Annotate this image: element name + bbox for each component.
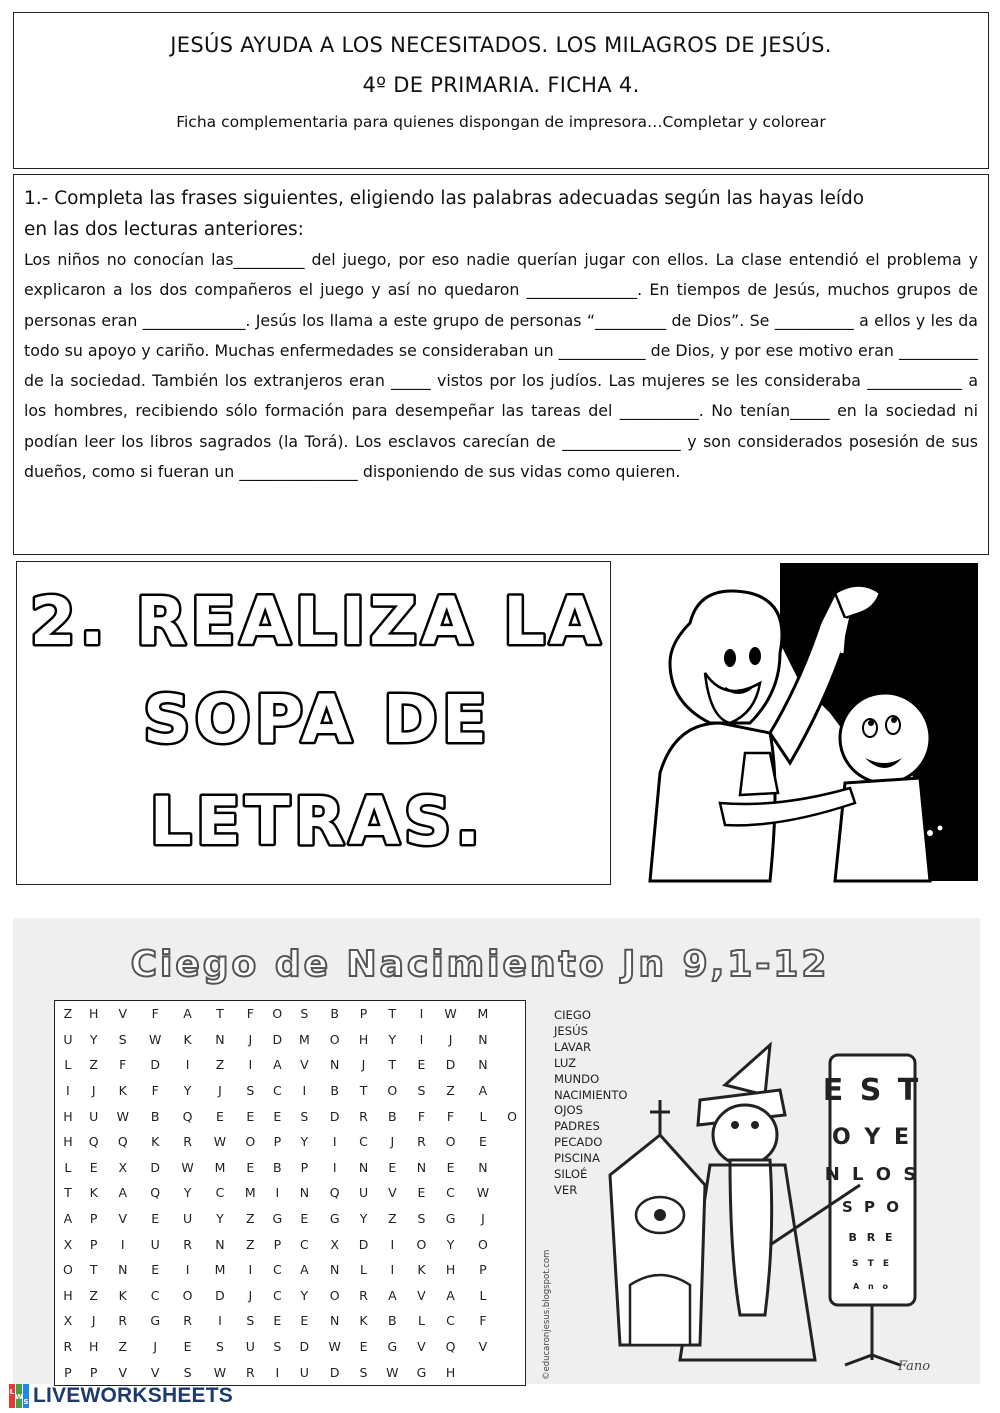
grid-letter[interactable]: Q bbox=[150, 1185, 161, 1201]
grid-letter[interactable]: M bbox=[298, 1031, 310, 1047]
grid-letter[interactable]: Z bbox=[89, 1287, 98, 1303]
grid-letter[interactable]: J bbox=[91, 1313, 96, 1329]
grid-letter[interactable]: J bbox=[153, 1339, 158, 1355]
grid-row bbox=[55, 1257, 525, 1283]
grid-letter[interactable]: N bbox=[299, 1185, 310, 1201]
grid-letter[interactable]: D bbox=[358, 1236, 369, 1252]
grid-letter[interactable]: C bbox=[150, 1287, 160, 1303]
grid-letter[interactable]: A bbox=[300, 1262, 309, 1278]
grid-letter[interactable]: A bbox=[388, 1287, 397, 1303]
grid-letter[interactable]: B bbox=[273, 1159, 282, 1175]
grid-letter[interactable]: A bbox=[63, 1211, 73, 1227]
grid-letter[interactable]: F bbox=[119, 1057, 127, 1073]
grid-letter[interactable]: P bbox=[359, 1006, 368, 1022]
grid-letter[interactable]: K bbox=[359, 1313, 368, 1329]
grid-letter[interactable]: Z bbox=[63, 1006, 73, 1022]
grid-letter[interactable]: I bbox=[390, 1236, 395, 1252]
logo-letter-w: W bbox=[15, 1393, 23, 1401]
grid-letter[interactable]: R bbox=[359, 1287, 368, 1303]
grid-letter[interactable]: I bbox=[332, 1159, 337, 1175]
grid-letter[interactable]: K bbox=[417, 1262, 426, 1278]
word-list-item: NACIMIENTO bbox=[554, 1087, 628, 1102]
grid-letter[interactable]: R bbox=[183, 1236, 192, 1252]
eye-chart-line: N L O S bbox=[824, 1164, 920, 1185]
grid-letter[interactable]: E bbox=[151, 1211, 160, 1227]
grid-letter[interactable]: I bbox=[185, 1057, 190, 1073]
grid-letter[interactable]: G bbox=[150, 1313, 161, 1329]
exercise-2-title-line-2: SOPA DE bbox=[143, 681, 491, 758]
grid-letter[interactable]: J bbox=[481, 1211, 485, 1227]
grid-letter[interactable]: E bbox=[89, 1159, 98, 1175]
grid-letter[interactable]: G bbox=[329, 1211, 340, 1227]
grid-letter[interactable]: O bbox=[507, 1108, 517, 1124]
grid-letter[interactable]: R bbox=[118, 1313, 128, 1329]
grid-letter[interactable]: L bbox=[479, 1108, 487, 1124]
grid-row bbox=[55, 1078, 525, 1104]
grid-letter[interactable]: H bbox=[88, 1006, 99, 1022]
grid-letter[interactable]: S bbox=[246, 1083, 255, 1099]
grid-letter[interactable]: P bbox=[89, 1364, 98, 1380]
grid-letter[interactable]: T bbox=[359, 1083, 368, 1099]
grid-letter[interactable]: W bbox=[476, 1185, 490, 1201]
grid-row bbox=[55, 1334, 525, 1360]
grid-letter[interactable]: N bbox=[330, 1313, 340, 1329]
grid-letter[interactable]: U bbox=[299, 1364, 309, 1380]
page-title: JESÚS AYUDA A LOS NECESITADOS. LOS MILAGROS DE JESÚS. bbox=[170, 33, 832, 57]
grid-letter[interactable]: W bbox=[328, 1339, 341, 1355]
grid-letter[interactable]: T bbox=[89, 1262, 98, 1278]
grid-letter[interactable]: J bbox=[448, 1031, 453, 1047]
word-search-table bbox=[55, 1001, 525, 1385]
grid-letter[interactable]: L bbox=[64, 1159, 72, 1175]
grid-letter[interactable]: Q bbox=[88, 1134, 99, 1150]
grid-letter[interactable]: I bbox=[218, 1313, 222, 1329]
grid-letter[interactable]: N bbox=[118, 1262, 128, 1278]
grid-letter[interactable]: Z bbox=[446, 1083, 455, 1099]
grid-letter[interactable]: R bbox=[359, 1108, 368, 1124]
grid-letter[interactable]: I bbox=[248, 1057, 253, 1073]
grid-letter[interactable]: P bbox=[273, 1236, 282, 1252]
grid-row bbox=[55, 1027, 525, 1053]
grid-letter[interactable]: V bbox=[417, 1287, 426, 1303]
grid-letter[interactable]: O bbox=[272, 1006, 283, 1022]
grid-letter[interactable]: E bbox=[273, 1313, 282, 1329]
grid-letter[interactable]: V bbox=[118, 1006, 128, 1022]
grid-letter[interactable]: K bbox=[118, 1083, 127, 1099]
grid-letter[interactable]: W bbox=[386, 1364, 399, 1380]
grid-letter[interactable]: B bbox=[150, 1108, 160, 1124]
eye-chart-line: S T E bbox=[851, 1259, 893, 1269]
grid-letter[interactable]: C bbox=[215, 1185, 225, 1201]
grid-letter[interactable]: B bbox=[330, 1083, 339, 1099]
grid-letter[interactable]: W bbox=[148, 1031, 162, 1047]
word-list-item: PECADO bbox=[554, 1135, 603, 1150]
word-search-title-text: Ciego de Nacimiento Jn 9,1-12 bbox=[130, 944, 830, 985]
grid-letter[interactable]: D bbox=[329, 1364, 340, 1380]
grid-letter[interactable]: M bbox=[214, 1262, 226, 1278]
liveworksheets-logo[interactable] bbox=[8, 1382, 233, 1410]
grid-letter[interactable]: N bbox=[478, 1057, 488, 1073]
grid-letter[interactable]: Q bbox=[182, 1108, 193, 1124]
grid-row bbox=[55, 1155, 525, 1181]
grid-letter[interactable]: Z bbox=[215, 1057, 225, 1073]
grid-letter[interactable]: U bbox=[89, 1108, 99, 1124]
grid-letter[interactable]: J bbox=[248, 1287, 253, 1303]
grid-letter[interactable]: D bbox=[272, 1031, 283, 1047]
grid-letter[interactable]: U bbox=[150, 1236, 160, 1252]
grid-letter[interactable]: H bbox=[63, 1134, 73, 1150]
grid-letter[interactable]: Z bbox=[118, 1339, 128, 1355]
grid-letter[interactable]: E bbox=[273, 1108, 282, 1124]
grid-letter[interactable]: D bbox=[299, 1339, 310, 1355]
grid-letter[interactable]: N bbox=[330, 1057, 340, 1073]
grid-letter[interactable]: X bbox=[330, 1236, 339, 1252]
exercise-2-box bbox=[16, 561, 611, 885]
grid-letter[interactable]: S bbox=[118, 1031, 127, 1047]
grid-letter[interactable]: N bbox=[478, 1159, 488, 1175]
word-list-item: PADRES bbox=[554, 1119, 600, 1134]
grid-letter[interactable]: U bbox=[358, 1185, 369, 1201]
grid-letter[interactable]: W bbox=[444, 1006, 457, 1022]
grid-letter[interactable]: G bbox=[387, 1339, 398, 1355]
grid-letter[interactable]: S bbox=[300, 1006, 309, 1022]
grid-letter[interactable]: S bbox=[216, 1339, 224, 1355]
grid-letter[interactable]: E bbox=[417, 1185, 426, 1201]
grid-letter[interactable]: Z bbox=[89, 1057, 98, 1073]
grid-letter[interactable]: J bbox=[91, 1083, 96, 1099]
grid-letter[interactable]: O bbox=[445, 1134, 456, 1150]
header-box bbox=[13, 12, 989, 169]
grid-letter[interactable]: K bbox=[183, 1031, 192, 1047]
grid-letter[interactable]: J bbox=[390, 1134, 395, 1150]
grid-letter[interactable]: K bbox=[118, 1287, 127, 1303]
grid-row bbox=[55, 1206, 525, 1232]
grid-letter[interactable]: H bbox=[445, 1364, 456, 1380]
grid-letter[interactable]: I bbox=[248, 1262, 253, 1278]
instruction-line-1: 1.- Completa las frases siguientes, eligiendo las palabras adecuadas según las hayas leído bbox=[24, 188, 865, 209]
grid-letter[interactable]: S bbox=[273, 1339, 282, 1355]
grid-letter[interactable]: Q bbox=[329, 1185, 340, 1201]
grid-letter[interactable]: I bbox=[302, 1083, 307, 1099]
grid-letter[interactable]: W bbox=[213, 1364, 227, 1380]
grid-letter[interactable]: N bbox=[358, 1159, 369, 1175]
grid-letter[interactable]: O bbox=[387, 1083, 398, 1099]
grid-letter[interactable]: D bbox=[150, 1057, 160, 1073]
grid-letter[interactable]: E bbox=[246, 1159, 255, 1175]
word-list-item: MUNDO bbox=[554, 1071, 600, 1086]
exercise-1-box bbox=[13, 174, 989, 555]
grid-row bbox=[55, 1103, 525, 1129]
grid-letter[interactable]: S bbox=[417, 1083, 426, 1099]
word-list bbox=[554, 1008, 628, 1199]
grid-letter[interactable]: K bbox=[89, 1185, 98, 1201]
eye-chart-line: E S T bbox=[822, 1073, 922, 1108]
grid-letter[interactable]: U bbox=[63, 1031, 73, 1047]
word-list-item: LAVAR bbox=[554, 1039, 592, 1054]
grid-letter[interactable]: P bbox=[273, 1134, 282, 1150]
grid-letter[interactable]: F bbox=[446, 1108, 455, 1124]
liveworksheets-logo-icon bbox=[8, 1384, 30, 1408]
grid-letter[interactable]: N bbox=[215, 1031, 225, 1047]
grid-letter[interactable]: V bbox=[150, 1364, 160, 1380]
grid-letter[interactable]: N bbox=[215, 1236, 225, 1252]
word-search-grid bbox=[54, 1000, 526, 1386]
word-list-item: CIEGO bbox=[554, 1008, 591, 1022]
grid-letter[interactable]: E bbox=[216, 1108, 224, 1124]
grid-letter[interactable]: X bbox=[63, 1313, 73, 1329]
grid-letter[interactable]: Q bbox=[117, 1134, 128, 1150]
grid-letter[interactable]: V bbox=[417, 1339, 426, 1355]
grid-letter[interactable]: S bbox=[183, 1364, 192, 1380]
grid-letter[interactable]: E bbox=[446, 1159, 455, 1175]
grid-letter[interactable]: U bbox=[183, 1211, 193, 1227]
grid-letter[interactable]: R bbox=[245, 1364, 255, 1380]
grid-letter[interactable]: C bbox=[272, 1083, 282, 1099]
instruction-line-2: en las dos lecturas anteriores: bbox=[24, 219, 304, 240]
grid-letter[interactable]: O bbox=[329, 1031, 340, 1047]
grid-letter[interactable]: C bbox=[446, 1313, 455, 1329]
grid-letter[interactable]: N bbox=[330, 1262, 340, 1278]
grid-letter[interactable]: I bbox=[120, 1236, 125, 1252]
grid-letter[interactable]: Z bbox=[388, 1211, 397, 1227]
exercise-2-title-line-1: 2. REALIZA LA bbox=[29, 583, 605, 660]
grid-letter[interactable]: O bbox=[182, 1287, 193, 1303]
credit-text: ©educaronjesus.blogspot.com bbox=[542, 1249, 552, 1380]
grid-letter[interactable]: G bbox=[272, 1211, 283, 1227]
grid-letter[interactable]: E bbox=[300, 1211, 309, 1227]
grid-letter[interactable]: I bbox=[419, 1031, 424, 1047]
grid-row bbox=[55, 1180, 525, 1206]
grid-letter[interactable]: E bbox=[359, 1339, 368, 1355]
grid-letter[interactable]: J bbox=[248, 1031, 253, 1047]
grid-letter[interactable]: E bbox=[151, 1262, 160, 1278]
grid-letter[interactable]: R bbox=[183, 1313, 192, 1329]
grid-row bbox=[55, 1283, 525, 1309]
grid-letter[interactable]: V bbox=[388, 1185, 397, 1201]
eye-chart-line: S P O bbox=[842, 1198, 902, 1216]
grid-letter[interactable]: A bbox=[273, 1057, 282, 1073]
grid-letter[interactable]: F bbox=[479, 1313, 487, 1329]
grid-letter[interactable]: O bbox=[329, 1287, 340, 1303]
grid-letter[interactable]: I bbox=[275, 1364, 280, 1380]
grid-row bbox=[55, 1001, 525, 1027]
grid-letter[interactable]: F bbox=[417, 1108, 426, 1124]
grid-letter[interactable]: B bbox=[388, 1108, 397, 1124]
word-list-item: SILOÉ bbox=[554, 1167, 588, 1182]
eye-chart-line: A n o bbox=[853, 1282, 891, 1291]
grid-letter[interactable]: Y bbox=[183, 1083, 192, 1099]
grid-letter[interactable]: P bbox=[479, 1262, 487, 1278]
grid-letter[interactable]: J bbox=[218, 1083, 222, 1099]
grid-letter[interactable]: H bbox=[63, 1108, 73, 1124]
grid-letter[interactable]: Y bbox=[446, 1236, 455, 1252]
grid-letter[interactable]: H bbox=[88, 1339, 99, 1355]
grid-letter[interactable]: G bbox=[445, 1211, 456, 1227]
grid-letter[interactable]: N bbox=[416, 1159, 427, 1175]
grid-letter[interactable]: I bbox=[390, 1262, 395, 1278]
page-note: Ficha complementaria para quienes dispongan de impresora…Completar y colorear bbox=[176, 113, 826, 131]
fill-in-paragraph[interactable]: Los niños no conocían las_________ del juego, por eso nadie querían jugar con ellos. La clase entendió el problema y explicaron a los dos compañeros el juego y así no quedaron ______________. En tiempos de Jesús, muchos grupos de personas eran _____________. Jesús los llama a este grupo de personas “_________ de Dios”. Se __________ a ellos y les da todo su apoyo y cariño. Muchas enfermedades se consideraban un ___________ de Dios, y por ese motivo eran __________ de la sociedad. También los extranjeros eran _____ vistos por los judíos. Las mujeres se les consideraba ____________ a los hombres, recibiendo sólo formación para desempeñar las tareas del __________. No tenían_____ en la sociedad ni podían leer los libros sagrados (la Torá). Los esclavos carecían de _______________ y son considerados posesión de sus dueños, como si fueran un _______________ disponiendo de sus vidas como quieren. bbox=[24, 250, 978, 482]
grid-letter[interactable]: E bbox=[246, 1108, 255, 1124]
grid-letter[interactable]: M bbox=[477, 1006, 489, 1022]
grid-letter[interactable]: W bbox=[116, 1108, 129, 1124]
grid-letter[interactable]: A bbox=[446, 1287, 455, 1303]
grid-letter[interactable]: D bbox=[329, 1108, 340, 1124]
word-list-item: VER bbox=[554, 1182, 578, 1197]
grid-letter[interactable]: Y bbox=[359, 1211, 368, 1227]
grid-letter[interactable]: I bbox=[419, 1006, 424, 1022]
grid-letter[interactable]: A bbox=[478, 1083, 488, 1099]
grid-row bbox=[55, 1129, 525, 1155]
grid-letter[interactable]: V bbox=[118, 1211, 128, 1227]
grid-letter[interactable]: T bbox=[388, 1057, 397, 1073]
grid-letter[interactable]: L bbox=[360, 1262, 367, 1278]
grid-letter[interactable]: A bbox=[118, 1185, 128, 1201]
grid-letter[interactable]: C bbox=[272, 1287, 282, 1303]
grid-letter[interactable]: D bbox=[215, 1287, 225, 1303]
grid-letter[interactable]: Y bbox=[89, 1031, 98, 1047]
grid-letter[interactable]: U bbox=[245, 1339, 255, 1355]
grid-letter[interactable]: W bbox=[181, 1159, 194, 1175]
grid-letter[interactable]: S bbox=[359, 1364, 368, 1380]
grid-letter[interactable]: I bbox=[332, 1134, 337, 1150]
grid-letter[interactable]: Y bbox=[388, 1031, 397, 1047]
grid-letter[interactable]: O bbox=[245, 1134, 256, 1150]
grid-letter[interactable]: O bbox=[416, 1236, 427, 1252]
grid-letter[interactable]: X bbox=[118, 1159, 128, 1175]
grid-letter[interactable]: L bbox=[64, 1057, 72, 1073]
word-list-item: PISCINA bbox=[554, 1151, 600, 1166]
grid-letter[interactable]: E bbox=[388, 1159, 397, 1175]
grid-letter[interactable]: C bbox=[272, 1262, 282, 1278]
exercise-2-title-line-3: LETRAS. bbox=[149, 783, 485, 860]
grid-row bbox=[55, 1231, 525, 1257]
grid-letter[interactable]: V bbox=[300, 1057, 309, 1073]
grid-letter[interactable]: L bbox=[417, 1313, 425, 1329]
grid-letter[interactable]: J bbox=[361, 1057, 366, 1073]
grid-letter[interactable]: Y bbox=[216, 1211, 224, 1227]
grid-letter[interactable]: H bbox=[358, 1031, 369, 1047]
grid-letter[interactable]: W bbox=[213, 1134, 227, 1150]
word-list-item: OJOS bbox=[554, 1103, 584, 1118]
word-search-title bbox=[40, 936, 960, 988]
grid-letter[interactable]: B bbox=[330, 1006, 339, 1022]
grid-letter[interactable]: O bbox=[478, 1236, 488, 1252]
grid-letter[interactable]: S bbox=[300, 1108, 309, 1124]
grid-row bbox=[55, 1308, 525, 1334]
eye-chart-line: O Y E bbox=[832, 1125, 912, 1150]
grid-letter[interactable]: P bbox=[64, 1364, 72, 1380]
grid-letter[interactable]: M bbox=[244, 1185, 256, 1201]
grid-letter[interactable]: C bbox=[446, 1185, 455, 1201]
grid-letter[interactable]: R bbox=[417, 1134, 426, 1150]
word-list-item: JESÚS bbox=[554, 1023, 588, 1038]
grid-letter[interactable]: P bbox=[300, 1159, 309, 1175]
grid-letter[interactable]: N bbox=[478, 1031, 488, 1047]
liveworksheets-brand: LIVEWORKSHEETS bbox=[33, 1384, 233, 1407]
grid-letter[interactable]: C bbox=[300, 1236, 309, 1252]
grid-letter[interactable]: Y bbox=[183, 1185, 192, 1201]
artist-signature: Fano bbox=[898, 1359, 931, 1374]
jesus-healing-illustration bbox=[630, 563, 978, 881]
exercise-2-title-art bbox=[17, 562, 612, 886]
grid-letter[interactable]: S bbox=[246, 1313, 255, 1329]
word-list-item: LUZ bbox=[554, 1055, 577, 1070]
grid-letter[interactable]: Y bbox=[300, 1134, 309, 1150]
grid-letter[interactable]: P bbox=[89, 1211, 98, 1227]
grid-letter[interactable]: C bbox=[359, 1134, 368, 1150]
grid-letter[interactable]: P bbox=[89, 1236, 98, 1252]
grid-letter[interactable]: S bbox=[417, 1211, 426, 1227]
grid-letter[interactable]: B bbox=[388, 1313, 397, 1329]
grid-letter[interactable]: E bbox=[478, 1134, 487, 1150]
grid-letter[interactable]: G bbox=[416, 1364, 427, 1380]
grid-row bbox=[55, 1052, 525, 1078]
grid-letter[interactable]: Z bbox=[246, 1211, 255, 1227]
grid-letter[interactable]: H bbox=[63, 1287, 73, 1303]
grid-letter[interactable]: F bbox=[151, 1083, 159, 1099]
grid-letter[interactable]: D bbox=[150, 1159, 160, 1175]
grid-letter[interactable]: A bbox=[183, 1006, 192, 1022]
grid-letter[interactable]: I bbox=[275, 1185, 280, 1201]
grid-letter[interactable]: E bbox=[300, 1313, 309, 1329]
grid-letter[interactable]: F bbox=[246, 1006, 254, 1022]
grid-letter[interactable]: T bbox=[216, 1006, 224, 1022]
grid-letter[interactable]: L bbox=[479, 1287, 487, 1303]
grid-letter[interactable]: Q bbox=[445, 1339, 456, 1355]
grid-letter[interactable]: V bbox=[118, 1364, 128, 1380]
grid-letter[interactable]: T bbox=[64, 1185, 72, 1201]
eye-chart-line: B R E bbox=[848, 1231, 896, 1244]
exercise-1-instruction bbox=[24, 183, 978, 245]
grid-letter[interactable]: Z bbox=[246, 1236, 255, 1252]
grid-letter[interactable]: H bbox=[445, 1262, 456, 1278]
logo-letter-s: S bbox=[23, 1398, 29, 1406]
grid-letter[interactable]: V bbox=[478, 1339, 488, 1355]
grid-letter[interactable]: R bbox=[183, 1134, 192, 1150]
grid-letter[interactable]: F bbox=[151, 1006, 159, 1022]
logo-letter-l: L bbox=[9, 1388, 15, 1396]
grid-letter[interactable]: I bbox=[66, 1083, 70, 1099]
grid-letter[interactable]: E bbox=[417, 1057, 426, 1073]
grid-letter[interactable]: E bbox=[183, 1339, 192, 1355]
grid-letter[interactable]: Y bbox=[300, 1287, 309, 1303]
grid-letter[interactable]: M bbox=[214, 1159, 226, 1175]
grid-letter[interactable]: R bbox=[63, 1339, 73, 1355]
grid-letter[interactable]: O bbox=[62, 1262, 73, 1278]
grid-letter[interactable]: I bbox=[185, 1262, 190, 1278]
page-subtitle-grade: 4º DE PRIMARIA. FICHA 4. bbox=[362, 73, 640, 97]
grid-letter[interactable]: K bbox=[151, 1134, 160, 1150]
grid-letter[interactable]: T bbox=[388, 1006, 397, 1022]
grid-letter[interactable]: X bbox=[63, 1236, 73, 1252]
grid-letter[interactable]: D bbox=[445, 1057, 456, 1073]
